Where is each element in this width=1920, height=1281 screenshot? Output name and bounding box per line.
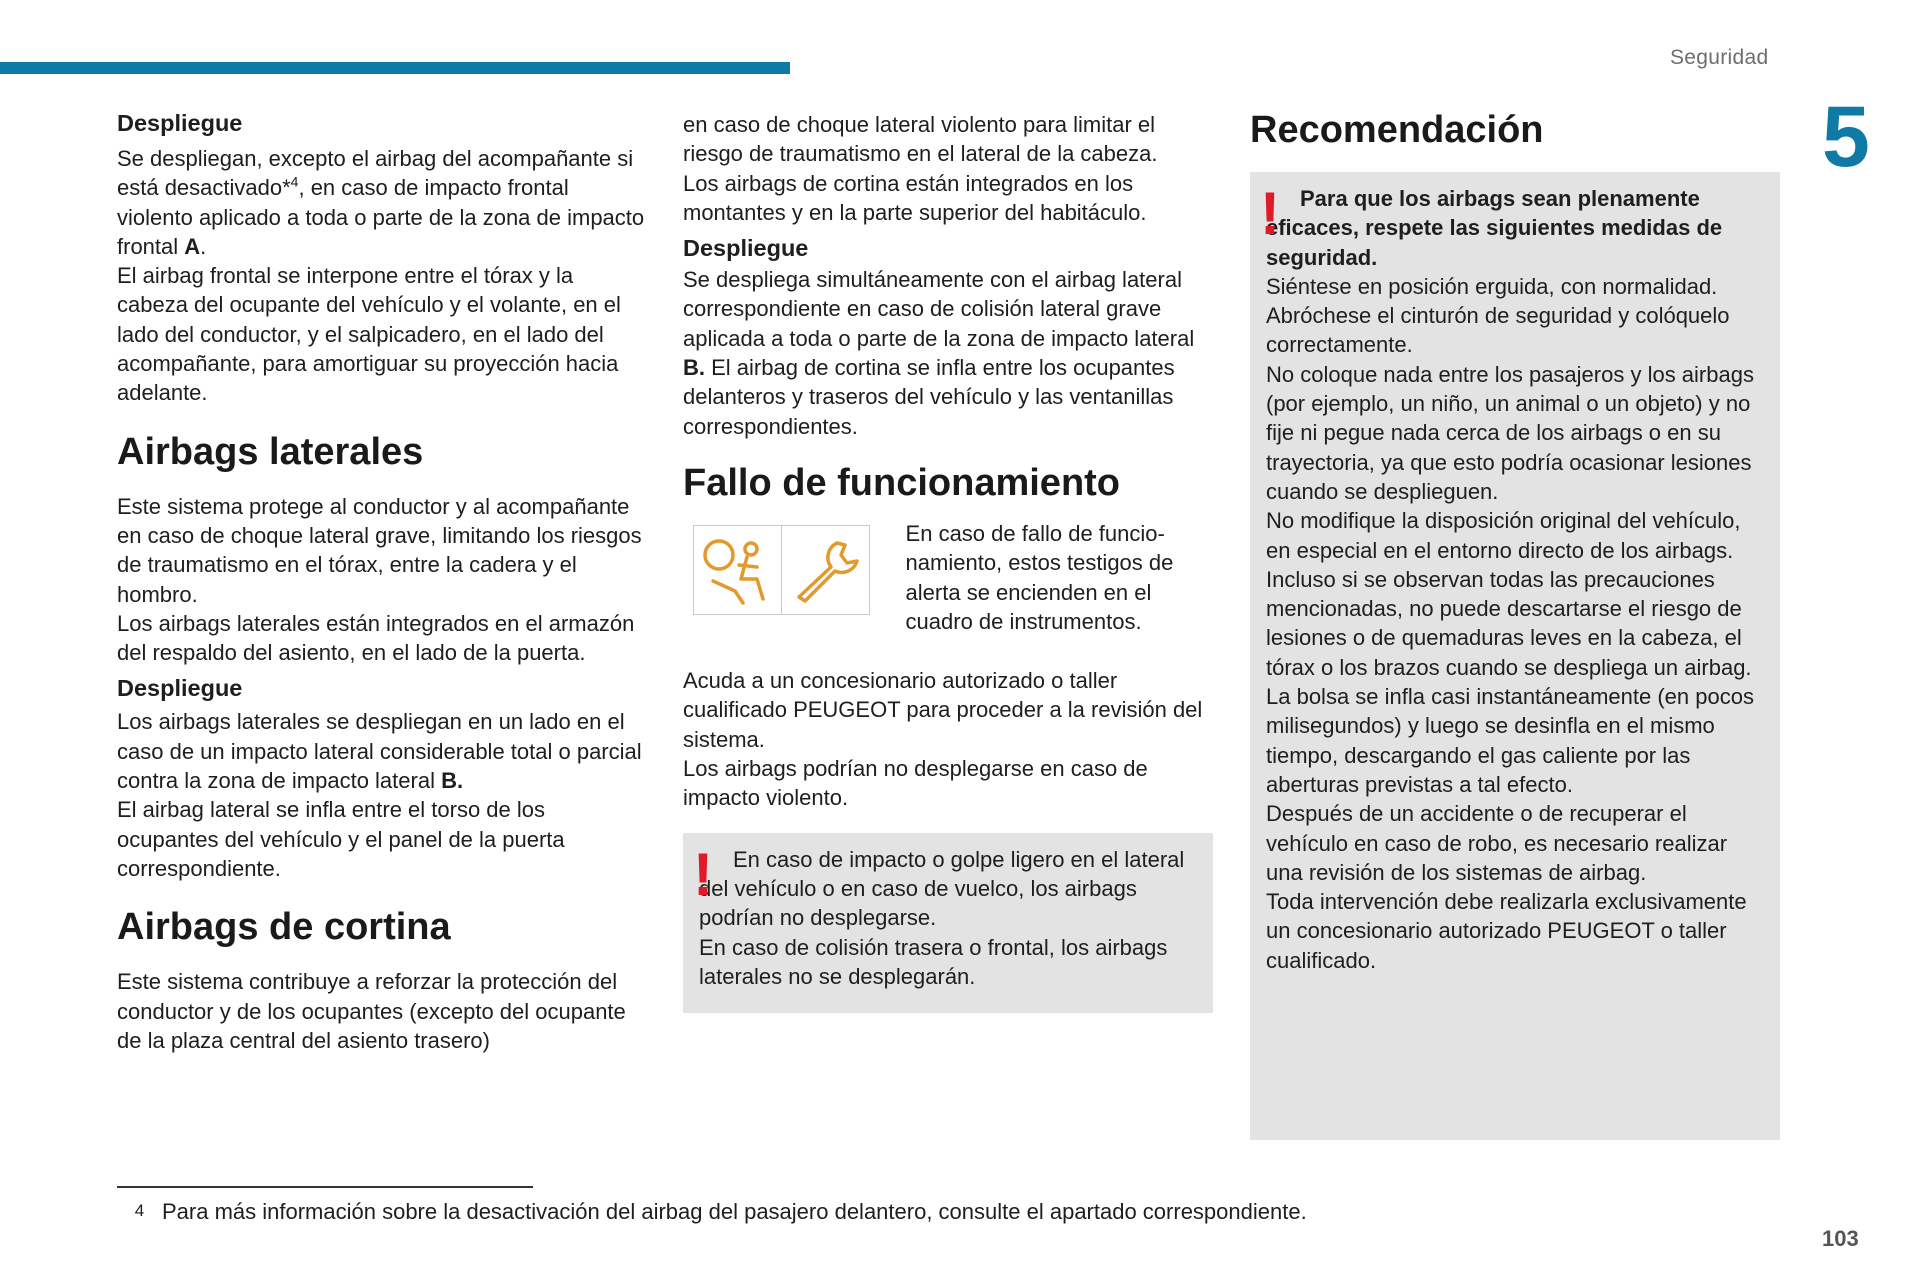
note-title: Para que los airbags sean plenamente eficaces, respete las siguientes medidas de seguridad. — [1266, 186, 1723, 270]
paragraph: Los airbags laterales se despliegan en un lado en el caso de un impacto lateral considerable total o parcial contra la zona de impacto lateral B. — [117, 709, 642, 794]
note-paragraph: Después de un accidente o de recuperar el vehículo en caso de robo, es necesario realizar una revisión de los sistemas de airbag. — [1266, 801, 1728, 885]
footnote-divider — [117, 1186, 533, 1188]
heading-fallo-de-funcionamiento: Fallo de funcionamiento — [683, 461, 1121, 504]
footnote-text: Para más información sobre la desactivación del airbag del pasajero delantero, consulte el apartado correspondiente. — [162, 1199, 1307, 1224]
note-paragraph: Abróchese el cinturón de seguridad y colóquelo correctamente. — [1266, 303, 1730, 358]
column-3 — [1250, 108, 1780, 1140]
note-paragraph: No modifique la disposición original del vehículo, en especial en el entorno directo de los airbags. — [1266, 508, 1741, 563]
subheading-despliegue: Despliegue — [117, 675, 243, 702]
note-paragraph: Toda intervención debe realizarla exclusivamente un concesionario autorizado PEUGEOT o taller cualificado. — [1266, 889, 1747, 973]
airbag-warning-icon — [694, 526, 781, 614]
paragraph: Acuda a un concesionario autorizado o taller cualificado PEUGEOT para proceder a la revisión del sistema. — [683, 668, 1203, 752]
paragraph: Los airbags laterales están integrados en el armazón del respaldo del asiento, en el lado de la puerta. — [117, 610, 635, 666]
paragraph: Este sistema protege al conductor y al acompañante en caso de choque lateral grave, limitando los riesgos de traumatismo en el tórax, entre la cadera y el hombro. — [117, 493, 642, 607]
heading-airbags-de-cortina: Airbags de cortina — [117, 906, 451, 949]
warning-icon: ! — [693, 840, 713, 908]
warning-note-box — [683, 833, 1213, 1013]
recommendation-note-box — [1250, 172, 1780, 1140]
header-accent-bar — [0, 62, 790, 74]
paragraph: Se despliega simultáneamente con el airbag lateral correspondiente en caso de colisión lateral grave aplicada a toda o parte de la zona de impacto lateral B. El airbag de cortina se infla entre los ocupantes delanteros y traseros del vehículo y las ventanillas correspondientes. — [683, 267, 1195, 439]
footnote-number: 4 — [134, 1201, 145, 1220]
paragraph: El airbag lateral se infla entre el torso de los ocupantes del vehículo y el panel de la puerta correspondiente. — [117, 797, 565, 881]
column-2 — [683, 110, 1213, 1013]
paragraph: en caso de choque lateral violento para limitar el riesgo de traumatismo en el lateral de la cabeza. — [683, 112, 1158, 167]
footnote-ref[interactable]: 4 — [290, 173, 299, 190]
paragraph: Se despliegan, excepto el airbag del acompañante si está desactivado*$^4$, en caso de impacto frontal violento aplicado a toda o parte de la zona de impacto frontal A. — [117, 146, 645, 259]
paragraph: El airbag frontal se interpone entre el tórax y la cabeza del ocupante del vehículo y el volante, en el lado del conductor, y el salpicadero, en el lado del acompañante, para amortiguar su proyección hacia adelante. — [117, 263, 621, 406]
heading-recomendacion: Recomendación — [1250, 109, 1544, 151]
note-paragraph: En caso de colisión trasera o frontal, los airbags laterales no se desplegarán. — [699, 934, 1168, 989]
paragraph: Los airbags de cortina están integrados en los montantes y en la parte superior del habitáculo. — [683, 170, 1147, 225]
warning-lamps-block — [683, 519, 1213, 636]
column-1 — [117, 108, 647, 1055]
heading-airbags-laterales: Airbags laterales — [117, 430, 424, 473]
note-paragraph: En caso de impacto o golpe ligero en el lateral del vehículo o en caso de vuelco, los airbags podrían no desplegarse. — [699, 846, 1185, 931]
note-paragraph: La bolsa se infla casi instantáneamente (en pocos milisegundos) y luego se desinfla en el mismo tiempo, descargando el gas caliente por las aberturas previstas a tal efecto. — [1266, 684, 1754, 797]
paragraph: En caso de fallo de funcio-namiento, estos testigos de alerta se encienden en el cuadro de instrumentos. — [905, 520, 1174, 634]
warning-icon: ! — [1260, 180, 1280, 247]
note-paragraph: Siéntese en posición erguida, con normalidad. — [1266, 273, 1718, 299]
subheading-despliegue: Despliegue — [683, 235, 809, 262]
wrench-service-icon — [781, 526, 869, 614]
paragraph: Este sistema contribuye a reforzar la protección del conductor y de los ocupantes (excepto del ocupante de la plaza central del asiento trasero) — [117, 969, 626, 1053]
footnote — [117, 1196, 1307, 1226]
paragraph: Los airbags podrían no desplegarse en caso de impacto violento. — [683, 756, 1148, 811]
warning-lamps-image — [693, 525, 870, 615]
chapter-number: 5 — [1822, 89, 1870, 185]
section-title: Seguridad — [1670, 46, 1769, 69]
note-paragraph: Incluso si se observan todas las precauciones mencionadas, no puede descartarse el riesgo de lesiones o de quemaduras leves en la cabeza, el tórax o los brazos cuando se despliega un airbag. — [1266, 566, 1752, 680]
page-number: 103 — [1822, 1226, 1859, 1251]
subheading-despliegue: Despliegue — [117, 110, 243, 136]
note-paragraph: No coloque nada entre los pasajeros y los airbags (por ejemplo, un niño, un animal o un objeto) y no fije ni pegue nada cerca de los airbags o en su trayectoria, ya que esto podría ocasionar lesiones cuando se desplieguen. — [1266, 361, 1754, 504]
